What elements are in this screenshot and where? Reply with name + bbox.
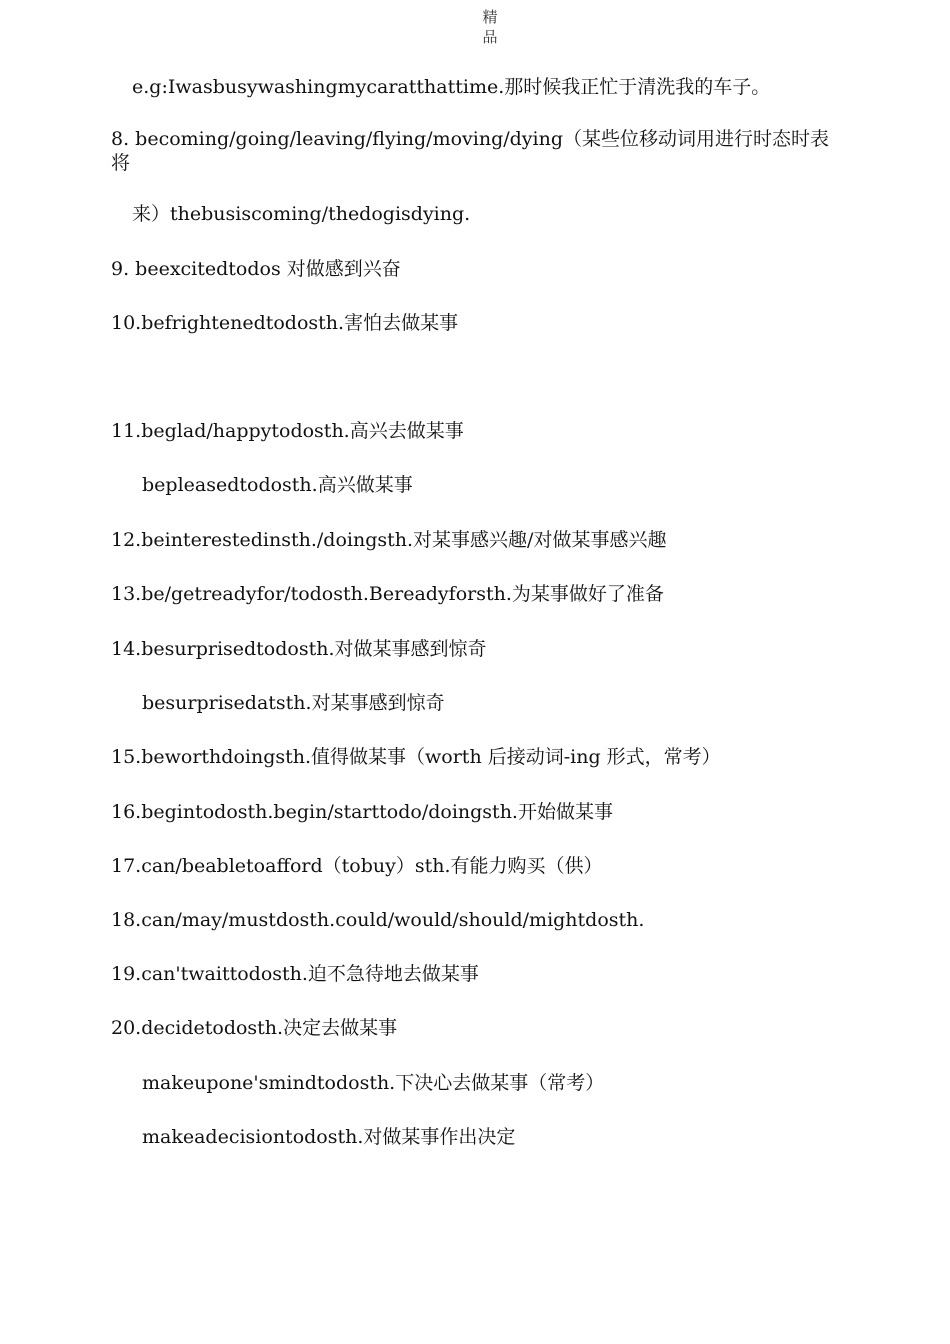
page-header bbox=[476, 7, 504, 47]
text-line-item-15: 15.beworthdoingsth.值得做某事（worth 后接动词-ing 形式，常考） bbox=[111, 746, 721, 768]
header-char-2: 品 bbox=[482, 28, 498, 46]
text-line-item-20: 20.decidetodosth.决定去做某事 bbox=[111, 1017, 398, 1039]
text-line-item-20-sub-2: makeadecisiontodosth.对做某事作出决定 bbox=[142, 1126, 516, 1148]
text-line-item-13: 13.be/getreadyfor/todosth.Bereadyforsth.为某事做好了准备 bbox=[111, 583, 664, 605]
text-line-item-19: 19.can'twaittodosth.迫不急待地去做某事 bbox=[111, 963, 479, 985]
text-line-item-12: 12.beinterestedinsth./doingsth.对某事感兴趣/对做某事感兴趣 bbox=[111, 529, 667, 551]
text-line-item-11: 11.beglad/happytodosth.高兴去做某事 bbox=[111, 420, 464, 442]
text-line-item-17: 17.can/beabletoafford（tobuy）sth.有能力购买（供） bbox=[111, 855, 603, 877]
text-line-item-8: 8. becoming/going/leaving/flying/moving/dying（某些位移动词用进行时态时表将 bbox=[111, 128, 830, 174]
text-line-item-10: 10.befrightenedtodosth.害怕去做某事 bbox=[111, 312, 459, 334]
text-line-item-9: 9. beexcitedtodos 对做感到兴奋 bbox=[111, 258, 401, 280]
text-line-item-18: 18.can/may/mustdosth.could/would/should/mightdosth. bbox=[111, 909, 645, 931]
header-char-1: 精 bbox=[482, 8, 498, 26]
text-line-example: e.g:Iwasbusywashingmycaratthattime.那时候我正忙于清洗我的车子。 bbox=[132, 76, 771, 98]
text-line-item-16: 16.begintodosth.begin/starttodo/doingsth.开始做某事 bbox=[111, 801, 613, 823]
text-line-item-11-sub: bepleasedtodosth.高兴做某事 bbox=[142, 474, 413, 496]
text-line-item-20-sub-1: makeupone'smindtodosth.下决心去做某事（常考） bbox=[142, 1072, 605, 1094]
text-line-item-14-sub: besurprisedatsth.对某事感到惊奇 bbox=[142, 692, 445, 714]
text-line-item-8-cont: 来）thebusiscoming/thedogisdying. bbox=[132, 203, 471, 225]
text-line-item-14: 14.besurprisedtodosth.对做某事感到惊奇 bbox=[111, 638, 487, 660]
